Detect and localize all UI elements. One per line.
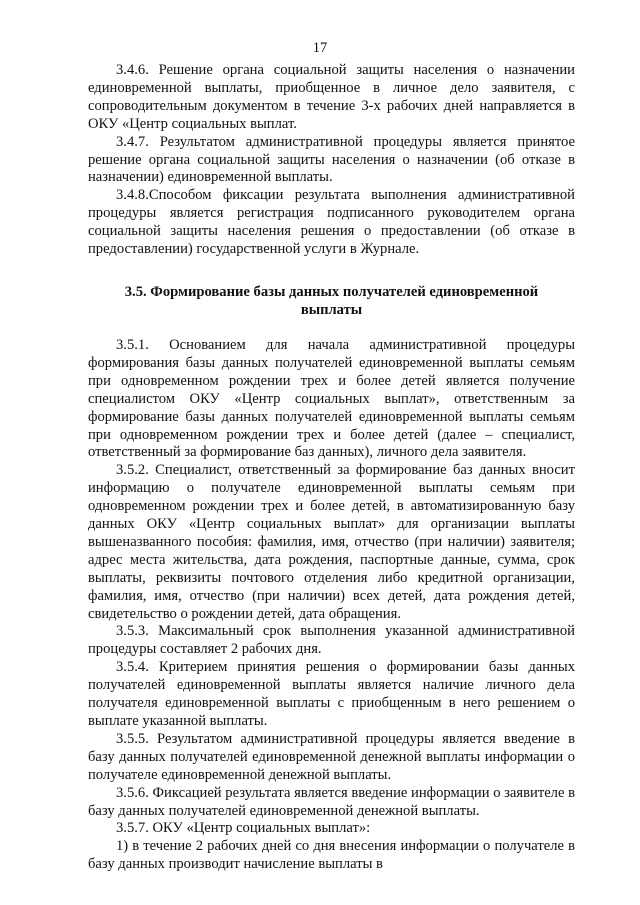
paragraph-3-5-2: 3.5.2. Специалист, ответственный за формирование баз данных вносит информацию о получателе единовременной выплаты семьям при одновременном рождении трех и более детей, в автоматизированную базу данных ОКУ «Центр социальных выплат» для организации выплаты вышеназванного пособия: фамилия, имя, отчество (при наличии) заявителя; адрес места жительства, дата рождения, паспортные данные, сумма, срок выплаты, реквизиты почтового отделения либо кредитной организации, фамилия, имя, отчество (при наличии) всех детей, дата рождения детей, свидетельство о рождении детей, дата обращения. [88, 462, 575, 622]
paragraph-3-5-5: 3.5.5. Результатом административной процедуры является введение в базу данных получателей единовременной денежной выплаты информации о получателе единовременной денежной выплаты. [88, 730, 575, 783]
document-body [88, 62, 575, 874]
page-number: 17 [312, 40, 328, 56]
paragraph-3-5-7: 3.5.7. ОКУ «Центр социальных выплат»: [116, 820, 371, 837]
paragraph-3-5-7-item-1: 1) в течение 2 рабочих дней со дня внесения информации о получателе в базу данных производит начисление выплаты в [88, 838, 575, 873]
paragraph-3-4-6: 3.4.6. Решение органа социальной защиты населения о назначении единовременной выплаты, приобщенное в личное дело заявителя, с сопроводительным документом в течение 3-х рабочих дней направляется в ОКУ «Центр социальных выплат. [88, 62, 575, 132]
paragraph-3-5-6: 3.5.6. Фиксацией результата является введение информации о заявителе в базу данных получателей единовременной денежной выплаты. [88, 784, 575, 819]
paragraph-3-5-3: 3.5.3. Максимальный срок выполнения указанной административной процедуры составляет 2 рабочих дня. [88, 623, 575, 658]
paragraph-3-4-8: 3.4.8.Способом фиксации результата выполнения административной процедуры является регистрация подписанного руководителем органа социальной защиты населения решения о предоставлении (об отказе в предоставлении) государственной услуги в Журнале. [88, 187, 575, 258]
section-heading-line-1: 3.5. Формирование базы данных получателей единовременной [124, 283, 539, 300]
paragraph-3-5-4: 3.5.4. Критерием принятия решения о формировании базы данных получателей единовременной выплаты является наличие личного дела получателя единовременной выплаты с приобщенным в него решением о выплате указанной выплаты. [88, 659, 575, 729]
paragraph-3-4-7: 3.4.7. Результатом административной процедуры является принятое решение органа социальной защиты населения о назначении (об отказе в назначении) единовременной выплаты. [88, 133, 575, 186]
section-heading-3-5 [88, 283, 575, 319]
paragraph-3-5-1: 3.5.1. Основанием для начала административной процедуры формирования базы данных получателей единовременной выплаты семьям при одновременном рождении трех и более детей является получение специалистом ОКУ «Центр социальных выплат», ответственным за формирование базы данных получателей единовременной выплаты семьям при одновременном рождении трех и более детей (далее – специалист, ответственный за формирование баз данных), личного дела заявителя. [88, 336, 575, 461]
section-heading-line-2: выплаты [300, 301, 363, 318]
